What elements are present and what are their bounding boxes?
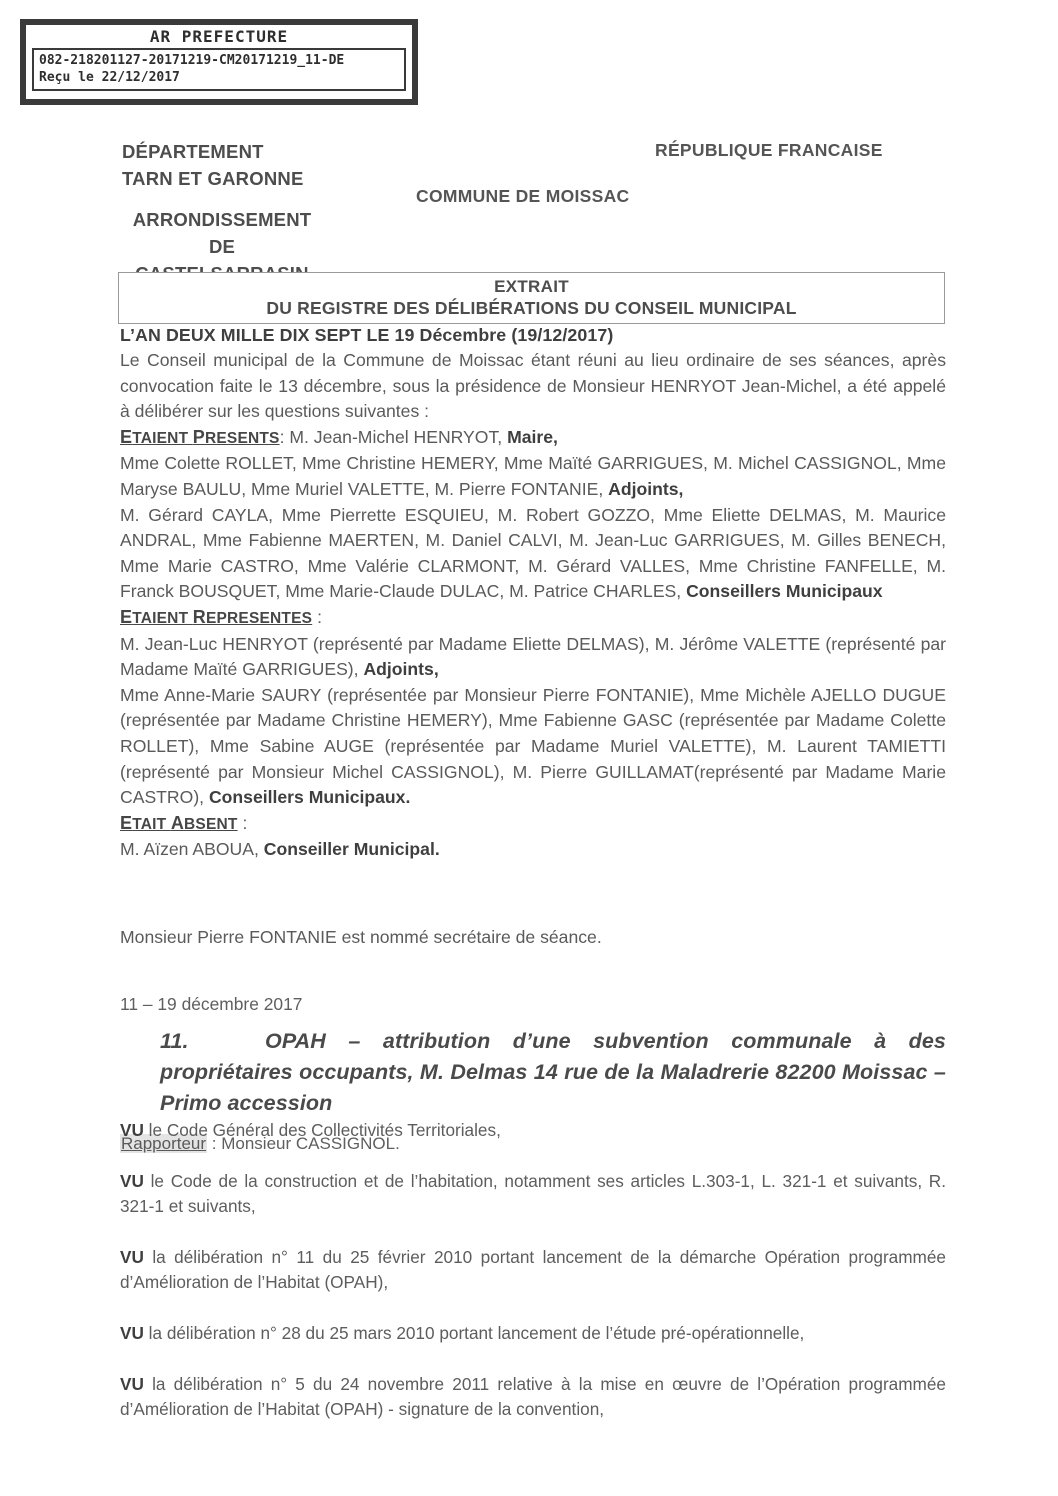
arrondissement-de: DE <box>208 236 236 257</box>
rapporteur-label: Rapporteur <box>121 1134 207 1154</box>
absent-person-name: M. Aïzen ABOUA, <box>120 839 264 860</box>
vu-clause <box>120 1321 946 1346</box>
document-header <box>0 138 1058 278</box>
vu-clauses-block <box>120 1118 946 1422</box>
spacer-before-secretaire <box>120 863 946 925</box>
presents-adjoints-paragraph <box>120 451 946 502</box>
vu-text: le Code Général des Collectivités Territoriales, <box>143 1120 501 1140</box>
spacer-before-deliberation <box>120 950 946 992</box>
vu-keyword: VU <box>120 1171 144 1191</box>
presents-heading-line <box>120 425 946 452</box>
vu-text: le Code de la construction et de l’habitation, notamment ses articles L.303-1, L. 321-1 et suivants, R. 321-1 et suivants, <box>120 1171 946 1216</box>
presents-maire-text: : M. Jean-Michel HENRYOT, <box>279 426 508 447</box>
arrondissement-label: ARRONDISSEMENT <box>132 209 312 230</box>
vu-text: la délibération n° 11 du 25 février 2010 portant lancement de la démarche Opération programmée d’Amélioration de l’Habitat (OPAH), <box>120 1247 946 1292</box>
secretaire-line: Monsieur Pierre FONTANIE est nommé secrétaire de séance. <box>120 926 602 947</box>
represents-label: ETAIENT REPRESENTES <box>120 606 313 627</box>
stamp-received-date: Reçu le 22/12/2017 <box>39 70 180 85</box>
presents-conseillers-paragraph <box>120 503 946 605</box>
departement-label: DÉPARTEMENT <box>122 141 264 162</box>
presents-label: ETAIENT PRESENTS <box>120 426 280 447</box>
absent-label: ETAIT ABSENT <box>120 812 238 833</box>
deliberation-item-number: 11. <box>160 1029 189 1054</box>
republique-francaise: RÉPUBLIQUE FRANCAISE <box>655 140 883 160</box>
presents-maire-role: Maire, <box>507 426 558 447</box>
represents-conseillers-paragraph <box>120 683 946 811</box>
departement-name: TARN ET GARONNE <box>122 168 304 189</box>
absent-heading-line <box>120 811 946 838</box>
vu-keyword: VU <box>120 1323 144 1343</box>
vu-text: la délibération n° 28 du 25 mars 2010 portant lancement de l’étude pré-opérationnelle, <box>143 1323 805 1343</box>
deliberation-title-text: OPAH – attribution d’une subvention communale à des propriétaires occupants, M. Delmas 14 rue de la Maladrerie 82200 Moissac – Primo accession <box>160 1029 946 1116</box>
absent-colon: : <box>237 812 248 833</box>
stamp-inner-box <box>32 48 406 91</box>
stamp-reference: 082-218201127-20171219-CM20171219_11-DE <box>39 53 345 68</box>
presents-adjoints-role: Adjoints, <box>608 478 684 499</box>
represents-conseillers-role: Conseillers Municipaux. <box>208 787 411 808</box>
deliberation-title <box>120 1026 946 1119</box>
departement-block <box>122 138 304 192</box>
extrait-box <box>118 272 945 324</box>
absent-person-role: Conseiller Municipal. <box>263 839 440 860</box>
vu-keyword: VU <box>120 1247 144 1267</box>
represents-conseillers-names: Mme Anne-Marie SAURY (représentée par Monsieur Pierre FONTANIE), Mme Michèle AJELLO DUGUE (représentée par Madame Christine HEMERY), Mme Fabienne GASC (représentée par Madame Colette ROLLET), Mme Sabine AUGE (représentée par Madame Muriel VALETTE), M. Laurent TAMIETTI (représenté par Monsieur Michel CASSIGNOL), M. Pierre GUILLAMAT(représenté par Madame Marie CASTRO), <box>120 684 946 808</box>
commune-de-moissac: COMMUNE DE MOISSAC <box>416 186 630 206</box>
represents-adjoints-paragraph <box>120 632 946 683</box>
vu-keyword: VU <box>120 1120 144 1140</box>
deliberation-number-line: 11 – 19 décembre 2017 <box>120 994 303 1015</box>
vu-keyword: VU <box>120 1374 144 1394</box>
represents-colon: : <box>312 606 322 627</box>
extrait-title: EXTRAIT <box>494 277 569 296</box>
represents-adjoints-names: M. Jean-Luc HENRYOT (représenté par Madame Eliette DELMAS), M. Jérôme VALETTE (représenté par Madame Maïté GARRIGUES), <box>120 633 946 680</box>
extrait-subtitle: DU REGISTRE DES DÉLIBÉRATIONS DU CONSEIL MUNICIPAL <box>266 298 797 318</box>
presents-conseillers-names: M. Gérard CAYLA, Mme Pierrette ESQUIEU, M. Robert GOZZO, Mme Eliette DELMAS, M. Maurice ANDRAL, Mme Fabienne MAERTEN, M. Daniel CALVI, M. Jean-Luc GARRIGUES, M. Gilles BENECH, Mme Marie CASTRO, Mme Valérie CLARMONT, M. Gérard VALLES, Mme Christine FANFELLE, M. Franck BOUSQUET, Mme Marie-Claude DULAC, M. Patrice CHARLES, <box>120 504 946 602</box>
vu-clause <box>120 1245 946 1295</box>
absent-person-line <box>120 837 946 863</box>
represents-adjoints-role: Adjoints, <box>363 659 439 680</box>
represents-heading-line <box>120 605 946 632</box>
session-date-line: L’AN DEUX MILLE DIX SEPT LE 19 Décembre (19/12/2017) <box>120 325 614 345</box>
presents-adjoints-names: Mme Colette ROLLET, Mme Christine HEMERY, Mme Maïté GARRIGUES, M. Michel CASSIGNOL, Mme Maryse BAULU, Mme Muriel VALETTE, M. Pierre FONTANIE, <box>120 453 946 499</box>
vu-clause <box>120 1118 946 1143</box>
presents-conseillers-role: Conseillers Municipaux <box>686 581 883 602</box>
vu-text: la délibération n° 5 du 24 novembre 2011 relative à la mise en œuvre de l’Opération programmée d’Amélioration de l’Habitat (OPAH) - signature de la convention, <box>120 1374 946 1419</box>
ar-prefecture-stamp <box>20 19 418 105</box>
session-intro-paragraph: Le Conseil municipal de la Commune de Moissac étant réuni au lieu ordinaire de ses séances, après convocation faite le 13 décembre, sous la présidence de Monsieur HENRYOT Jean-Michel, a été appelé à délibérer sur les questions suivantes : <box>120 350 946 422</box>
vu-clause <box>120 1169 946 1219</box>
document-body <box>120 322 946 1155</box>
stamp-title: AR PREFECTURE <box>149 27 289 46</box>
vu-clause <box>120 1372 946 1422</box>
rapporteur-value: : Monsieur CASSIGNOL. <box>207 1134 400 1154</box>
